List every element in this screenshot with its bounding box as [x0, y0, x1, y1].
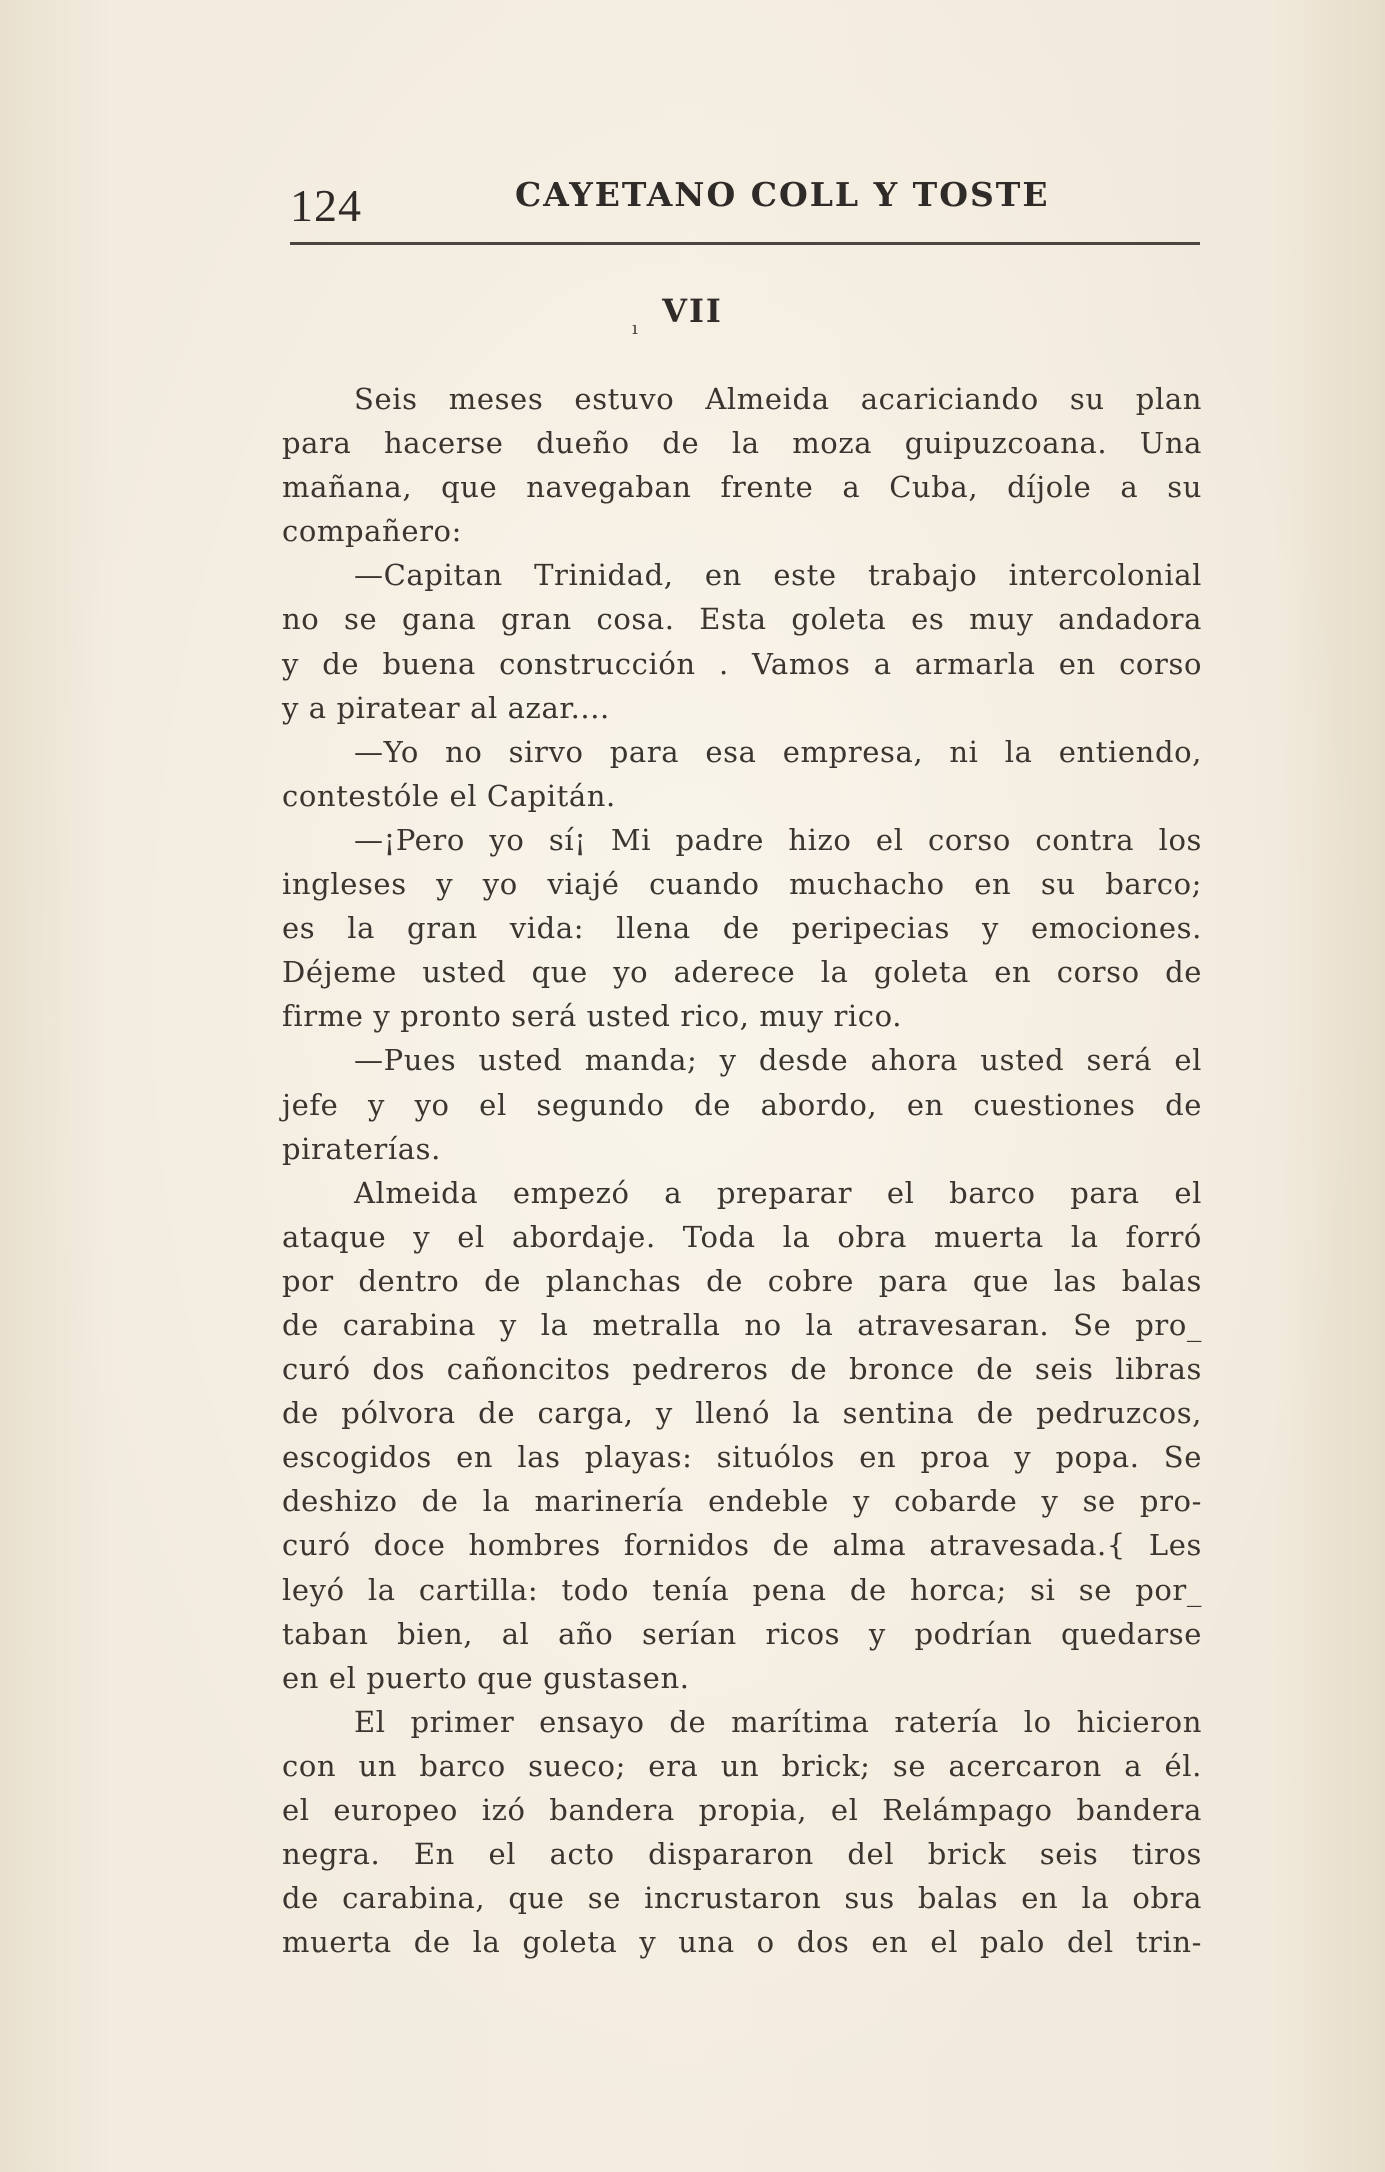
text-line: y de buena construcción . Vamos a armarla en corso [282, 646, 1202, 681]
text-line: —¡Pero yo sí¡ Mi padre hizo el corso contra los [354, 822, 1202, 857]
text-line: no se gana gran cosa. Esta goleta es muy andadora [282, 602, 1202, 637]
text-line: firme y pronto será usted rico, muy rico. [282, 999, 903, 1034]
text-line: Déjeme usted que yo aderece la goleta en corso de [282, 955, 1202, 990]
text-line: El primer ensayo de marítima ratería lo hicieron [354, 1704, 1202, 1739]
chapter-title: VII [662, 292, 723, 330]
text-line: curó dos cañoncitos pedreros de bronce de seis libras [282, 1352, 1202, 1387]
text-line: piraterías. [282, 1131, 441, 1166]
header-rule [290, 242, 1200, 245]
page-header [290, 175, 1200, 245]
text-line: leyó la cartilla: todo tenía pena de horca; si se por_ [282, 1572, 1202, 1607]
text-line: es la gran vida: llena de peripecias y emociones. [282, 911, 1202, 946]
text-line: y a piratear al azar.... [282, 690, 610, 725]
text-line: curó doce hombres fornidos de alma atravesada.{ Les [282, 1528, 1202, 1563]
text-line: —Pues usted manda; y desde ahora usted será el [354, 1043, 1202, 1078]
text-line: para hacerse dueño de la moza guipuzcoana. Una [282, 426, 1202, 461]
text-line: contestóle el Capitán. [282, 778, 616, 813]
text-line: compañero: [282, 514, 462, 549]
text-line: negra. En el acto dispararon del brick seis tiros [282, 1837, 1202, 1872]
text-line: —Capitan Trinidad, en este trabajo intercolonial [354, 558, 1202, 593]
text-line: deshizo de la marinería endeble y cobarde y se pro- [282, 1484, 1202, 1519]
text-line: —Yo no sirvo para esa empresa, ni la entiendo, [354, 734, 1202, 769]
text-line: muerta de la goleta y una o dos en el palo del trin- [282, 1925, 1202, 1960]
page-number: 124 [290, 180, 362, 231]
text-line: el europeo izó bandera propia, el Relámpago bandera [282, 1793, 1202, 1827]
text-line: de pólvora de carga, y llenó la sentina de pedruzcos, [282, 1396, 1202, 1431]
text-line: taban bien, al año serían ricos y podrían quedarse [282, 1616, 1202, 1651]
text-line: por dentro de planchas de cobre para que las balas [282, 1263, 1202, 1298]
text-line: ingleses y yo viajé cuando muchacho en su barco; [282, 867, 1202, 902]
text-line: escogidos en las playas: situólos en proa y popa. Se [282, 1440, 1202, 1475]
text-line: jefe y yo el segundo de abordo, en cuestiones de [282, 1087, 1202, 1122]
text-line: con un barco sueco; era un brick; se acercaron a él. [282, 1748, 1202, 1783]
ink-speck: ı [632, 318, 638, 339]
running-head: CAYETANO COLL Y TOSTE [515, 175, 1050, 214]
text-line: de carabina y la metralla no la atravesaran. Se pro_ [282, 1307, 1202, 1342]
text-line: mañana, que navegaban frente a Cuba, díjole a su [282, 470, 1202, 505]
text-line: Almeida empezó a preparar el barco para el [354, 1175, 1202, 1210]
text-line: ataque y el abordaje. Toda la obra muerta la forró [282, 1219, 1202, 1254]
text-line: Seis meses estuvo Almeida acariciando su plan [354, 382, 1202, 416]
text-line: de carabina, que se incrustaron sus balas en la obra [282, 1881, 1202, 1916]
body-text [282, 377, 1202, 1964]
text-line: en el puerto que gustasen. [282, 1660, 690, 1695]
